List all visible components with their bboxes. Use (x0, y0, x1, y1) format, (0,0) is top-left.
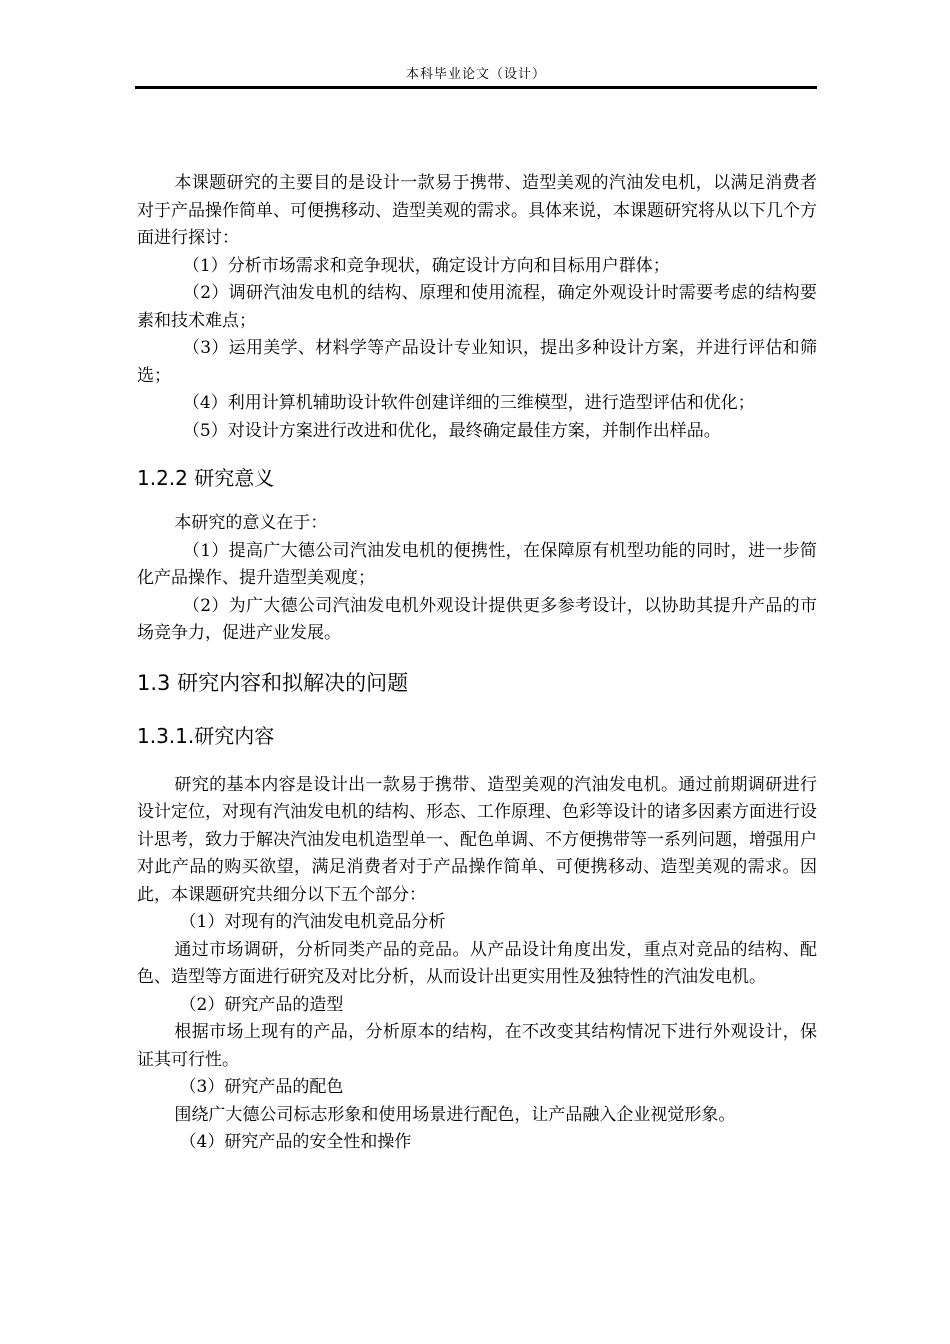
running-header: 本科毕业论文（设计） (405, 67, 546, 82)
body-text (137, 170, 817, 1157)
part-1-title: （1）对现有的汽油发电机竞品分析 (179, 912, 446, 932)
section-heading-1-3: 1.3 研究内容和拟解决的问题 (137, 670, 409, 695)
intro-item-5: （5）对设计方案进行改进和优化，最终确定最佳方案，并制作出样品。 (182, 420, 721, 441)
part-2-title: （2）研究产品的造型 (179, 994, 344, 1015)
research-content-intro: 研究的基本内容是设计出一款易于携带、造型美观的汽油发电机。通过前期调研进行设计定位，对现有汽油发电机的结构、形态、工作原理、色彩等设计的诸多因素方面进行设计思考，致力于解决汽油发电机造型单一、配色单调、不方便携带等一系列问题，增强用户对此产品的购买欲望，满足消费者对于产品操作简单、可便携移动、造型美观的需求。因此，本课题研究共细分以下五个部分： (137, 774, 817, 905)
section-heading-1-3-1: 1.3.1.研究内容 (137, 723, 275, 748)
intro-item-2: （2）调研汽油发电机的结构、原理和使用流程，确定外观设计时需要考虑的结构要素和技术难点； (137, 283, 817, 331)
part-1-text: 通过市场调研，分析同类产品的竞品。从产品设计角度出发，重点对竞品的结构、配色、造型等方面进行研究及对比分析，从而设计出更实用性及独特性的汽油发电机。 (137, 939, 817, 987)
part-2-text: 根据市场上现有的产品，分析原本的结构，在不改变其结构情况下进行外观设计，保证其可行性。 (137, 1022, 817, 1070)
significance-intro: 本研究的意义在于： (174, 513, 328, 533)
intro-item-3: （3）运用美学、材料学等产品设计专业知识，提出多种设计方案，并进行评估和筛选； (137, 338, 817, 386)
part-3-title: （3）研究产品的配色 (179, 1077, 344, 1097)
significance-item-1: （1）提高广大德公司汽油发电机的便携性，在保障原有机型功能的同时，进一步简化产品操作、提升造型美观度； (137, 540, 817, 588)
part-4-title: （4）研究产品的安全性和操作 (179, 1132, 412, 1152)
intro-paragraph: 本课题研究的主要目的是设计一款易于携带、造型美观的汽油发电机，以满足消费者对于产品操作简单、可便携移动、造型美观的需求。具体来说，本课题研究将从以下几个方面进行探讨： (137, 173, 817, 248)
intro-item-4: （4）利用计算机辅助设计软件创建详细的三维模型，进行造型评估和优化； (182, 393, 755, 413)
significance-item-2: （2）为广大德公司汽油发电机外观设计提供更多参考设计，以协助其提升产品的市场竞争力，促进产业发展。 (137, 595, 817, 643)
header-rule (135, 86, 817, 89)
part-3-text: 围绕广大德公司标志形象和使用场景进行配色，让产品融入企业视觉形象。 (174, 1104, 736, 1125)
intro-item-1: （1）分析市场需求和竞争现状，确定设计方向和目标用户群体； (182, 255, 670, 276)
section-heading-1-2-2: 1.2.2 研究意义 (137, 466, 275, 490)
